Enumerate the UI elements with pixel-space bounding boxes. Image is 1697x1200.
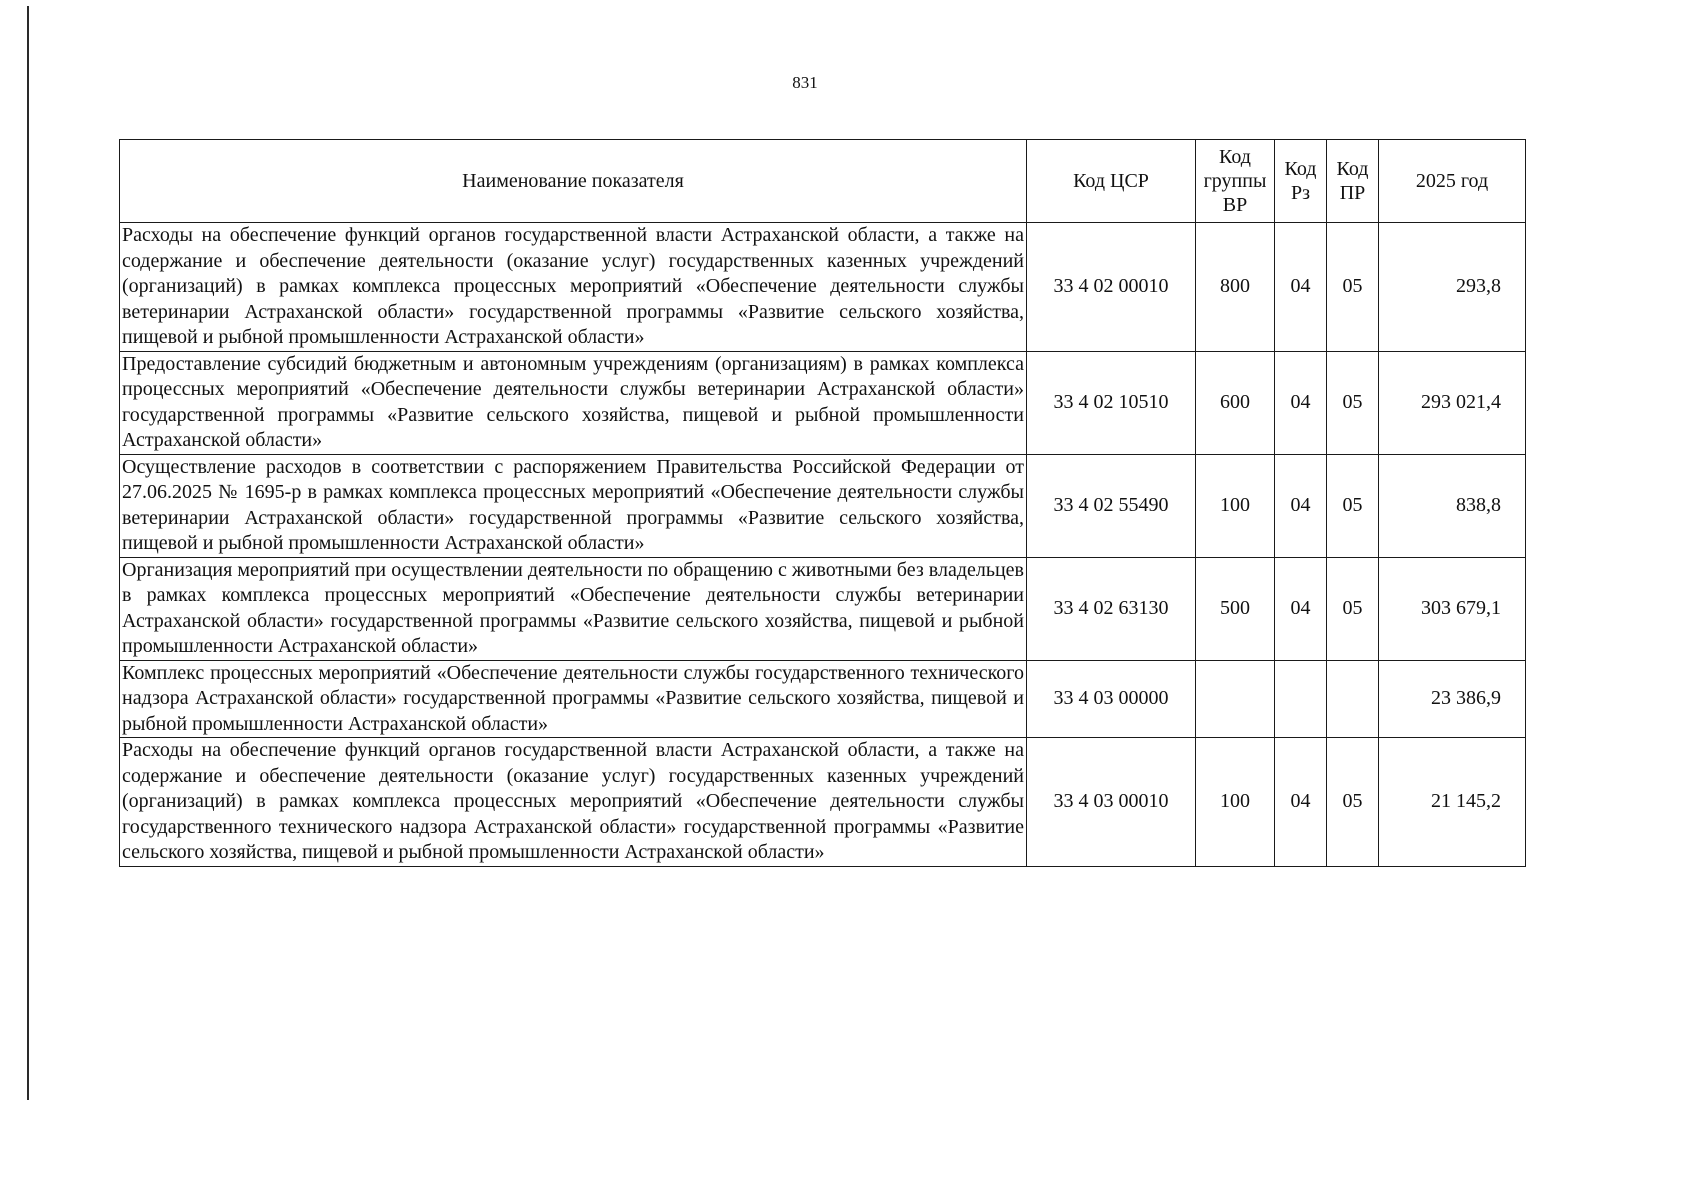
row-amount: 293 021,4 bbox=[1379, 351, 1526, 454]
row-csr-code: 33 4 02 10510 bbox=[1027, 351, 1196, 454]
row-vr-code: 800 bbox=[1196, 223, 1275, 352]
row-csr-code: 33 4 02 00010 bbox=[1027, 223, 1196, 352]
table-row bbox=[120, 351, 1526, 454]
row-rz-code: 04 bbox=[1275, 738, 1327, 867]
row-pr-code: 05 bbox=[1327, 223, 1379, 352]
row-rz-code bbox=[1275, 660, 1327, 738]
header-pr-code: Код ПР bbox=[1327, 140, 1379, 223]
row-rz-code: 04 bbox=[1275, 351, 1327, 454]
row-amount: 23 386,9 bbox=[1379, 660, 1526, 738]
row-pr-code: 05 bbox=[1327, 351, 1379, 454]
row-rz-code: 04 bbox=[1275, 223, 1327, 352]
row-rz-code: 04 bbox=[1275, 454, 1327, 557]
row-name: Расходы на обеспечение функций органов государственной власти Астраханской области, а также на содержание и обеспечение деятельности (оказание услуг) государственных казенных учреждений (организаций) в рамках комплекса процессных мероприятий «Обеспечение деятельности службы государственного технического надзора Астраханской области» государственной программы «Развитие сельского хозяйства, пищевой и рыбной промышленности Астраханской области» bbox=[120, 738, 1027, 867]
table-row bbox=[120, 454, 1526, 557]
row-csr-code: 33 4 03 00000 bbox=[1027, 660, 1196, 738]
table-row bbox=[120, 557, 1526, 660]
header-name: Наименование показателя bbox=[120, 140, 1027, 223]
header-csr-code: Код ЦСР bbox=[1027, 140, 1196, 223]
row-amount: 293,8 bbox=[1379, 223, 1526, 352]
row-vr-code: 600 bbox=[1196, 351, 1275, 454]
row-vr-code: 100 bbox=[1196, 454, 1275, 557]
header-year: 2025 год bbox=[1379, 140, 1526, 223]
row-rz-code: 04 bbox=[1275, 557, 1327, 660]
row-pr-code bbox=[1327, 660, 1379, 738]
row-name: Расходы на обеспечение функций органов государственной власти Астраханской области, а также на содержание и обеспечение деятельности (оказание услуг) государственных казенных учреждений (организаций) в рамках комплекса процессных мероприятий «Обеспечение деятельности службы ветеринарии Астраханской области» государственной программы «Развитие сельского хозяйства, пищевой и рыбной промышленности Астраханской области» bbox=[120, 223, 1027, 352]
budget-table bbox=[119, 139, 1526, 867]
row-csr-code: 33 4 02 55490 bbox=[1027, 454, 1196, 557]
row-csr-code: 33 4 02 63130 bbox=[1027, 557, 1196, 660]
header-rz-code: Код Рз bbox=[1275, 140, 1327, 223]
binding-margin-line bbox=[27, 6, 29, 1100]
row-name: Предоставление субсидий бюджетным и автономным учреждениям (организациям) в рамках комплекса процессных мероприятий «Обеспечение деятельности службы ветеринарии Астраханской области» государственной программы «Развитие сельского хозяйства, пищевой и рыбной промышленности Астраханской области» bbox=[120, 351, 1027, 454]
page-number: 831 bbox=[792, 73, 818, 92]
row-name: Осуществление расходов в соответствии с распоряжением Правительства Российской Федерации от 27.06.2025 № 1695-р в рамках комплекса процессных мероприятий «Обеспечение деятельности службы ветеринарии Астраханской области» государственной программы «Развитие сельского хозяйства, пищевой и рыбной промышленности Астраханской области» bbox=[120, 454, 1027, 557]
header-vr-group-code: Код группы ВР bbox=[1196, 140, 1275, 223]
row-pr-code: 05 bbox=[1327, 557, 1379, 660]
table-row bbox=[120, 660, 1526, 738]
row-amount: 838,8 bbox=[1379, 454, 1526, 557]
table-row bbox=[120, 223, 1526, 352]
row-amount: 303 679,1 bbox=[1379, 557, 1526, 660]
row-pr-code: 05 bbox=[1327, 454, 1379, 557]
row-csr-code: 33 4 03 00010 bbox=[1027, 738, 1196, 867]
row-name: Комплекс процессных мероприятий «Обеспечение деятельности службы государственного технического надзора Астраханской области» государственной программы «Развитие сельского хозяйства, пищевой и рыбной промышленности Астраханской области» bbox=[120, 660, 1027, 738]
table-row bbox=[120, 738, 1526, 867]
table-header-row bbox=[120, 140, 1526, 223]
row-vr-code: 500 bbox=[1196, 557, 1275, 660]
row-pr-code: 05 bbox=[1327, 738, 1379, 867]
row-vr-code: 100 bbox=[1196, 738, 1275, 867]
row-name: Организация мероприятий при осуществлении деятельности по обращению с животными без владельцев в рамках комплекса процессных мероприятий «Обеспечение деятельности службы ветеринарии Астраханской области» государственной программы «Развитие сельского хозяйства, пищевой и рыбной промышленности Астраханской области» bbox=[120, 557, 1027, 660]
row-amount: 21 145,2 bbox=[1379, 738, 1526, 867]
row-vr-code bbox=[1196, 660, 1275, 738]
